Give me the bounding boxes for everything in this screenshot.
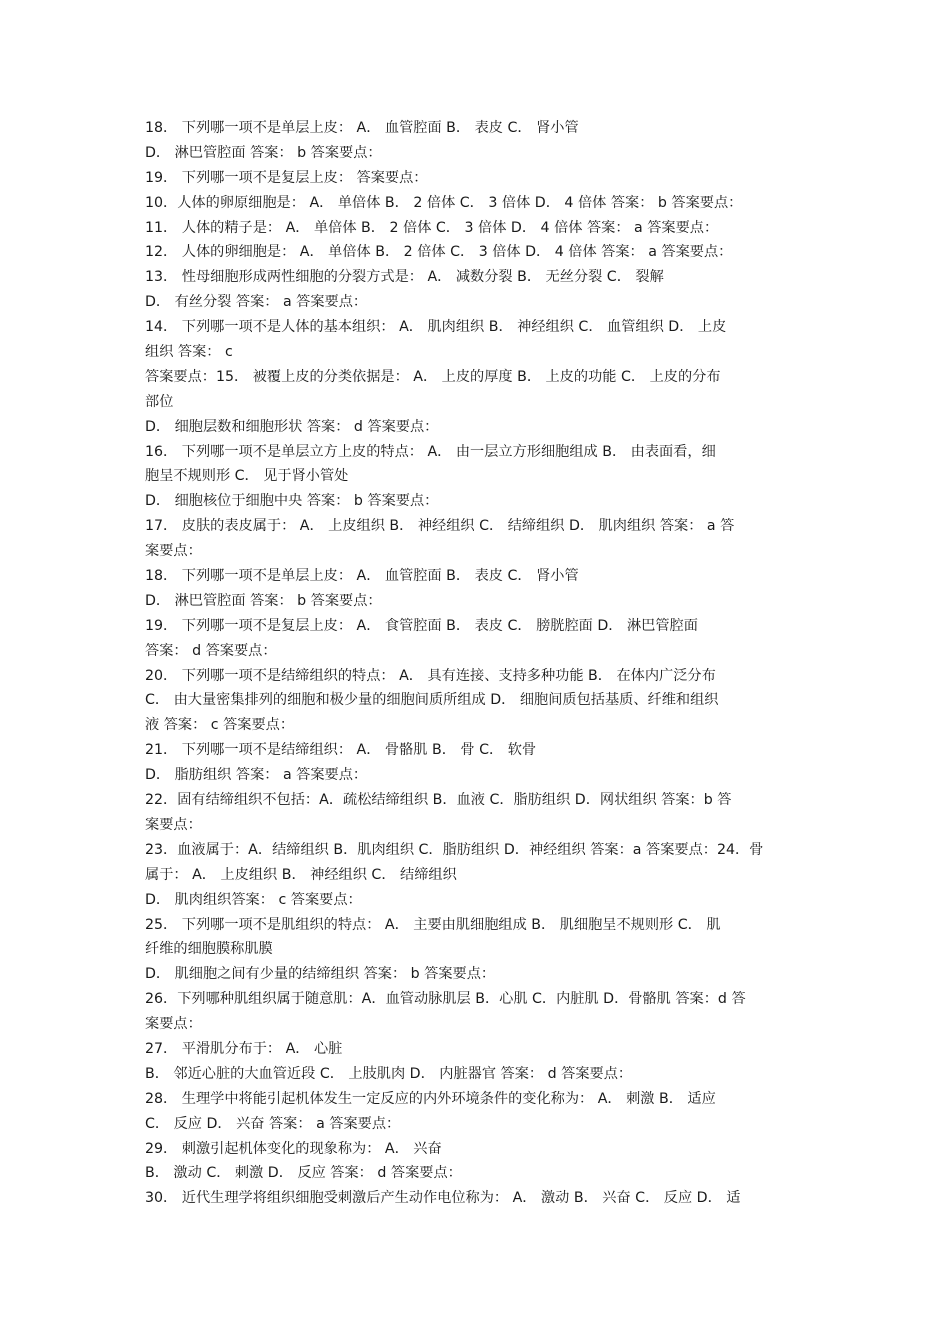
text-line: D． 淋巴管腔面 答案： b 答案要点： — [145, 144, 382, 161]
text-line: 20． 下列哪一项不是结缔组织的特点： A． 具有连接、支持多种功能 B． 在体内广泛分布 — [145, 667, 716, 684]
text-line: 答案： d 答案要点： — [145, 642, 277, 659]
text-line: 属于： A． 上皮组织 B． 神经组织 C． 结缔组织 — [145, 866, 457, 883]
text-line: 21． 下列哪一项不是结缔组织： A． 骨骼肌 B． 骨 C． 软骨 — [145, 742, 537, 759]
text-line: 19． 下列哪一项不是复层上皮： 答案要点： — [145, 169, 428, 186]
text-line: 答案要点：15． 被覆上皮的分类依据是： A． 上皮的厚度 B． 上皮的功能 C． 上皮的分布 — [145, 368, 721, 385]
text-line: 12． 人体的卵细胞是： A． 单倍体 B． 2 倍体 C． 3 倍体 D． 4 倍体 答案： a 答案要点： — [145, 244, 733, 261]
text-line: C． 反应 D． 兴奋 答案： a 答案要点： — [145, 1115, 401, 1132]
text-line: 组织 答案： c — [145, 344, 233, 361]
text-line: 23．血液属于：A．结缔组织 B．肌肉组织 C．脂肪组织 D．神经组织 答案：a 答案要点：24．骨 — [145, 841, 764, 858]
text-line: 部位 — [145, 393, 174, 410]
text-line: 28． 生理学中将能引起机体发生一定反应的内外环境条件的变化称为： A． 刺激 B． 适应 — [145, 1090, 716, 1107]
text-line: D． 脂肪组织 答案： a 答案要点： — [145, 767, 368, 784]
text-line: 10．人体的卵原细胞是： A． 单倍体 B． 2 倍体 C． 3 倍体 D． 4 倍体 答案： b 答案要点： — [145, 194, 743, 211]
text-line: D． 有丝分裂 答案： a 答案要点： — [145, 294, 368, 311]
text-line: B． 激动 C． 刺激 D． 反应 答案： d 答案要点： — [145, 1165, 462, 1182]
text-line: D． 细胞层数和细胞形状 答案： d 答案要点： — [145, 418, 439, 435]
text-line: 19． 下列哪一项不是复层上皮： A． 食管腔面 B． 表皮 C． 膀胱腔面 D． 淋巴管腔面 — [145, 617, 698, 634]
text-line: 案要点： — [145, 543, 202, 560]
document-body — [145, 116, 810, 1211]
text-line: 26．下列哪种肌组织属于随意肌：A．血管动脉肌层 B．心肌 C．内脏肌 D．骨骼肌 答案：d 答 — [145, 991, 746, 1008]
text-line: 案要点： — [145, 1016, 202, 1033]
text-line: 27． 平滑肌分布于： A． 心脏 — [145, 1040, 343, 1057]
text-line: 30． 近代生理学将组织细胞受刺激后产生动作电位称为： A． 激动 B． 兴奋 C． 反应 D． 适 — [145, 1190, 741, 1207]
text-line: 18． 下列哪一项不是单层上皮： A． 血管腔面 B． 表皮 C． 肾小管 — [145, 120, 579, 136]
text-line: 13． 性母细胞形成两性细胞的分裂方式是： A． 减数分裂 B． 无丝分裂 C． 裂解 — [145, 269, 664, 286]
text-line: 25． 下列哪一项不是肌组织的特点： A． 主要由肌细胞组成 B． 肌细胞呈不规则形 C． 肌 — [145, 916, 721, 933]
text-line: 17． 皮肤的表皮属于： A． 上皮组织 B． 神经组织 C． 结缔组织 D． 肌肉组织 答案： a 答 — [145, 518, 735, 535]
text-line: D． 肌细胞之间有少量的结缔组织 答案： b 答案要点： — [145, 966, 496, 983]
text-line: 液 答案： c 答案要点： — [145, 717, 295, 734]
text-line: D． 肌肉组织答案： c 答案要点： — [145, 891, 362, 908]
text-line: 胞呈不规则形 C． 见于肾小管处 — [145, 468, 349, 485]
text-line: D． 细胞核位于细胞中央 答案： b 答案要点： — [145, 493, 439, 510]
text-line: 22．固有结缔组织不包括：A．疏松结缔组织 B．血液 C．脂肪组织 D．网状组织 答案：b 答 — [145, 792, 732, 809]
text-line: 18． 下列哪一项不是单层上皮： A． 血管腔面 B． 表皮 C． 肾小管 — [145, 568, 579, 585]
text-line: B． 邻近心脏的大血管近段 C． 上肢肌肉 D． 内脏器官 答案： d 答案要点： — [145, 1065, 633, 1082]
text-line: 29． 刺激引起机体变化的现象称为： A． 兴奋 — [145, 1140, 442, 1157]
text-line: 案要点： — [145, 816, 202, 833]
text-line: 14． 下列哪一项不是人体的基本组织： A． 肌肉组织 B． 神经组织 C． 血管组织 D． 上皮 — [145, 319, 727, 336]
text-line: 11． 人体的精子是： A． 单倍体 B． 2 倍体 C． 3 倍体 D． 4 倍体 答案： a 答案要点： — [145, 219, 719, 236]
text-line: D． 淋巴管腔面 答案： b 答案要点： — [145, 592, 382, 609]
text-line: 纤维的细胞膜称肌膜 — [145, 941, 273, 958]
text-line: 16． 下列哪一项不是单层立方上皮的特点： A． 由一层立方形细胞组成 B． 由表面看，细 — [145, 443, 716, 460]
text-line: C． 由大量密集排列的细胞和极少量的细胞间质所组成 D． 细胞间质包括基质、纤维和组织 — [145, 692, 719, 709]
